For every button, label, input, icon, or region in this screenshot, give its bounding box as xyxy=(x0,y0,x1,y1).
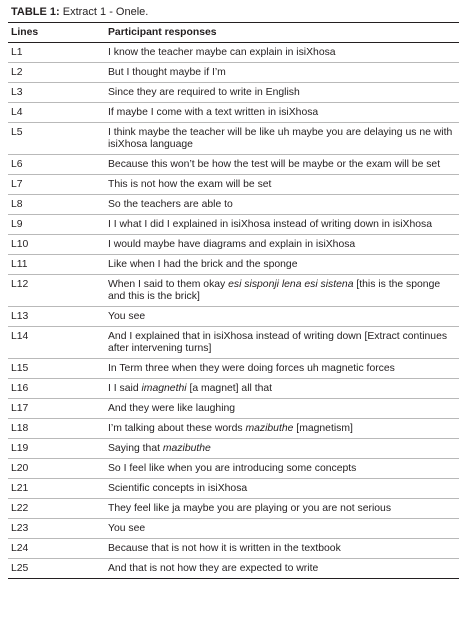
response-text: [magnetism] xyxy=(293,423,353,434)
line-number-cell: L19 xyxy=(8,439,105,459)
participant-response-cell xyxy=(105,195,459,215)
participant-response-cell xyxy=(105,235,459,255)
participant-response-cell xyxy=(105,459,459,479)
table-row xyxy=(8,103,459,123)
participant-response-cell xyxy=(105,155,459,175)
participant-response-cell xyxy=(105,63,459,83)
line-number-cell: L8 xyxy=(8,195,105,215)
table-row xyxy=(8,439,459,459)
response-text: And they were like laughing xyxy=(108,403,236,414)
response-text: You see xyxy=(108,523,146,534)
line-number-cell: L16 xyxy=(8,379,105,399)
isixhosa-term: mazibuthe xyxy=(162,443,211,454)
table-row xyxy=(8,83,459,103)
line-number-cell: L2 xyxy=(8,63,105,83)
response-text: They feel like ja maybe you are playing or you are not serious xyxy=(108,503,392,514)
participant-response-cell xyxy=(105,559,459,579)
line-number-cell: L10 xyxy=(8,235,105,255)
participant-response-cell xyxy=(105,275,459,307)
response-text: Saying that xyxy=(108,443,163,454)
table-row xyxy=(8,195,459,215)
line-number-cell: L17 xyxy=(8,399,105,419)
table-row xyxy=(8,359,459,379)
participant-response-cell xyxy=(105,379,459,399)
participant-response-cell xyxy=(105,359,459,379)
participant-response-cell xyxy=(105,123,459,155)
table-row xyxy=(8,155,459,175)
line-number-cell: L21 xyxy=(8,479,105,499)
participant-response-cell xyxy=(105,255,459,275)
response-text: I would maybe have diagrams and explain in isiXhosa xyxy=(108,239,356,250)
response-text: So the teachers are able to xyxy=(108,199,233,210)
line-number-cell: L1 xyxy=(8,43,105,63)
response-text: I know the teacher maybe can explain in isiXhosa xyxy=(108,47,336,58)
transcript-table xyxy=(8,23,459,579)
line-number-cell: L4 xyxy=(8,103,105,123)
participant-response-cell xyxy=(105,499,459,519)
line-number-cell: L25 xyxy=(8,559,105,579)
line-number-cell: L9 xyxy=(8,215,105,235)
table-row xyxy=(8,327,459,359)
table-row xyxy=(8,255,459,275)
response-text: Like when I had the brick and the sponge xyxy=(108,259,298,270)
response-text: And that is not how they are expected to write xyxy=(108,563,319,574)
participant-response-cell xyxy=(105,439,459,459)
table-row xyxy=(8,235,459,255)
participant-response-cell xyxy=(105,175,459,195)
document-page xyxy=(8,6,459,579)
table-row xyxy=(8,275,459,307)
table-row xyxy=(8,123,459,155)
response-text: I’m talking about these words xyxy=(108,423,246,434)
response-text: Because that is not how it is written in the textbook xyxy=(108,543,341,554)
response-text: And I explained that in isiXhosa instead of writing down [Extract continues after intervening turns] xyxy=(108,331,448,354)
participant-response-cell xyxy=(105,83,459,103)
participant-response-cell xyxy=(105,419,459,439)
table-row xyxy=(8,519,459,539)
table-row xyxy=(8,459,459,479)
table-row xyxy=(8,539,459,559)
table-row xyxy=(8,499,459,519)
participant-response-cell xyxy=(105,215,459,235)
participant-response-cell xyxy=(105,479,459,499)
isixhosa-term: esi sisponji lena esi sistena xyxy=(228,279,354,290)
table-row xyxy=(8,379,459,399)
participant-response-cell xyxy=(105,307,459,327)
column-header-lines: Lines xyxy=(8,23,105,43)
table-row xyxy=(8,559,459,579)
response-text: I think maybe the teacher will be like uh maybe you are delaying us ne with isiXhosa language xyxy=(108,127,453,150)
response-text: [a magnet] all that xyxy=(186,383,273,394)
response-text: [this is the sponge and this is the brick] xyxy=(108,279,441,302)
table-row xyxy=(8,63,459,83)
line-number-cell: L14 xyxy=(8,327,105,359)
response-text: But I thought maybe if I’m xyxy=(108,67,226,78)
line-number-cell: L7 xyxy=(8,175,105,195)
table-row xyxy=(8,399,459,419)
column-header-responses: Participant responses xyxy=(105,23,459,43)
line-number-cell: L6 xyxy=(8,155,105,175)
participant-response-cell xyxy=(105,43,459,63)
line-number-cell: L18 xyxy=(8,419,105,439)
participant-response-cell xyxy=(105,539,459,559)
participant-response-cell xyxy=(105,519,459,539)
line-number-cell: L24 xyxy=(8,539,105,559)
line-number-cell: L11 xyxy=(8,255,105,275)
line-number-cell: L15 xyxy=(8,359,105,379)
table-row xyxy=(8,215,459,235)
response-text: Since they are required to write in English xyxy=(108,87,300,98)
isixhosa-term: mazibuthe xyxy=(245,423,294,434)
line-number-cell: L5 xyxy=(8,123,105,155)
response-text: Because this won’t be how the test will be maybe or the exam will be set xyxy=(108,159,441,170)
response-text: When I said to them okay xyxy=(108,279,229,290)
line-number-cell: L12 xyxy=(8,275,105,307)
response-text: I I what I did I explained in isiXhosa instead of writing down in isiXhosa xyxy=(108,219,433,230)
line-number-cell: L22 xyxy=(8,499,105,519)
participant-response-cell xyxy=(105,103,459,123)
line-number-cell: L3 xyxy=(8,83,105,103)
participant-response-cell xyxy=(105,399,459,419)
response-text: So I feel like when you are introducing some concepts xyxy=(108,463,357,474)
table-caption-label: TABLE 1: xyxy=(11,6,60,18)
participant-response-cell xyxy=(105,327,459,359)
table-header-row xyxy=(8,23,459,43)
response-text: Scientific concepts in isiXhosa xyxy=(108,483,248,494)
isixhosa-term: imagnethi xyxy=(141,383,187,394)
response-text: I I said xyxy=(108,383,142,394)
table-row xyxy=(8,43,459,63)
table-row xyxy=(8,419,459,439)
response-text: In Term three when they were doing forces uh magnetic forces xyxy=(108,363,395,374)
response-text: You see xyxy=(108,311,146,322)
table-caption xyxy=(8,6,459,23)
table-body xyxy=(8,43,459,579)
line-number-cell: L20 xyxy=(8,459,105,479)
response-text: This is not how the exam will be set xyxy=(108,179,272,190)
table-row xyxy=(8,307,459,327)
table-row xyxy=(8,175,459,195)
line-number-cell: L23 xyxy=(8,519,105,539)
table-caption-text: Extract 1 - Onele. xyxy=(59,6,149,18)
table-row xyxy=(8,479,459,499)
line-number-cell: L13 xyxy=(8,307,105,327)
response-text: If maybe I come with a text written in isiXhosa xyxy=(108,107,319,118)
